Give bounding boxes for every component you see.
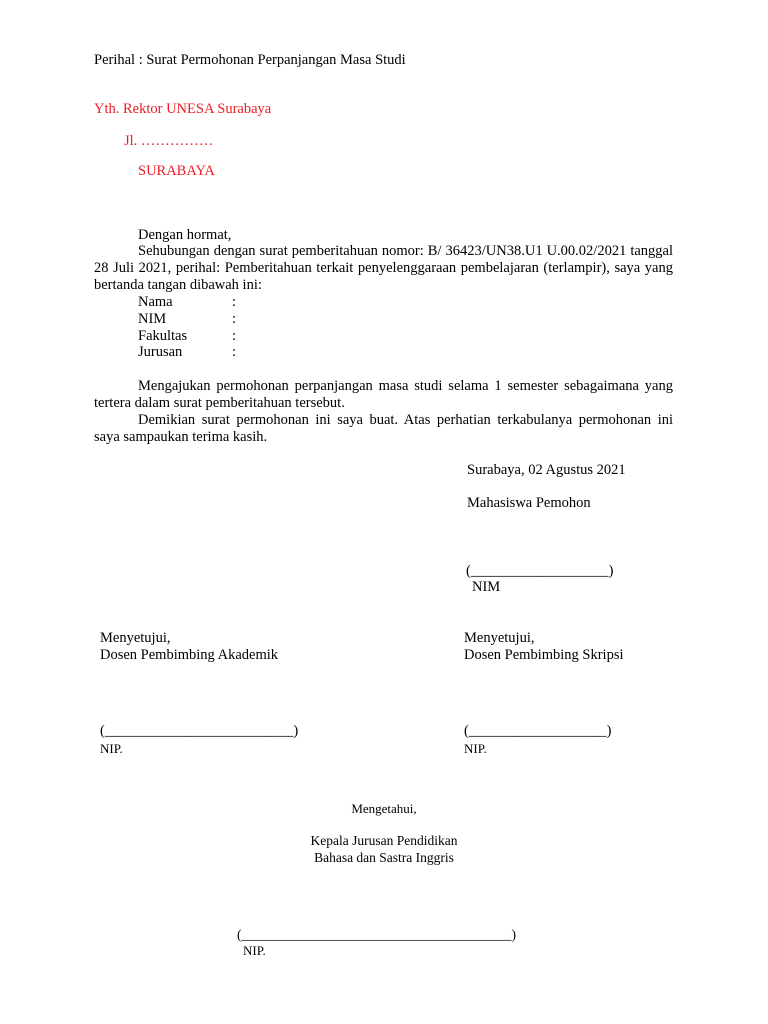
acknowledger-title-line-1: Kepala Jurusan Pendidikan (310, 833, 458, 848)
field-separator: : (232, 311, 237, 327)
field-row-faculty (138, 328, 236, 345)
approver-left-id-label: NIP. (100, 741, 123, 756)
acknowledger-signature-line: (________________________________________) (237, 927, 516, 942)
approver-right-id-label: NIP. (464, 741, 487, 756)
field-label: Jurusan (138, 344, 183, 360)
recipient-line-2: Jl. …………… (124, 133, 214, 149)
acknowledger-title-line-2: Bahasa dan Sastra Inggris (314, 850, 454, 865)
applicant-signature-line: (___________________) (466, 563, 614, 579)
approver-right-title: Dosen Pembimbing Skripsi (464, 647, 624, 663)
recipient-line-3: SURABAYA (138, 163, 215, 179)
approver-left-approval: Menyetujui, (100, 630, 171, 646)
field-label: Fakultas (138, 328, 188, 344)
field-label: NIM (138, 311, 167, 327)
approver-right-signature-line: (___________________) (464, 723, 612, 739)
field-label: Nama (138, 294, 173, 310)
intro-paragraph: Sehubungan dengan surat pemberitahuan nomor: B/ 36423/UN38.U1 U.00.02/2021 tanggal 28 Juli 2021, perihal: Pemberitahuan terkait penyelenggaraan pembelajaran (terlampir), saya yang bertanda tangan dibawah ini: (94, 243, 673, 293)
field-separator: : (232, 328, 237, 344)
approver-right-approval: Menyetujui, (464, 630, 535, 646)
applicant-title: Mahasiswa Pemohon (467, 495, 591, 511)
approver-left-title: Dosen Pembimbing Akademik (100, 647, 279, 663)
field-separator: : (232, 294, 237, 310)
subject-line: Perihal : Surat Permohonan Perpanjangan Masa Studi (94, 52, 406, 68)
place-date: Surabaya, 02 Agustus 2021 (467, 462, 626, 478)
acknowledger-label: Mengetahui, (351, 801, 417, 816)
field-row-name (138, 294, 236, 311)
field-separator: : (232, 344, 237, 360)
field-row-nim (138, 311, 236, 328)
greeting: Dengan hormat, (138, 227, 232, 243)
recipient-line-1: Yth. Rektor UNESA Surabaya (94, 101, 272, 117)
acknowledger-id-label: NIP. (243, 943, 266, 958)
field-row-department (138, 344, 236, 361)
body-paragraph-1: Mengajukan permohonan perpanjangan masa studi selama 1 semester sebagaimana yang tertera dalam surat pemberitahuan tersebut. (94, 378, 673, 411)
applicant-id-label: NIM (472, 579, 501, 595)
body-paragraph-2: Demikian surat permohonan ini saya buat. Atas perhatian terkabulanya permohonan ini saya sampaukan terima kasih. (94, 412, 673, 445)
approver-left-signature-line: (__________________________) (100, 723, 299, 739)
